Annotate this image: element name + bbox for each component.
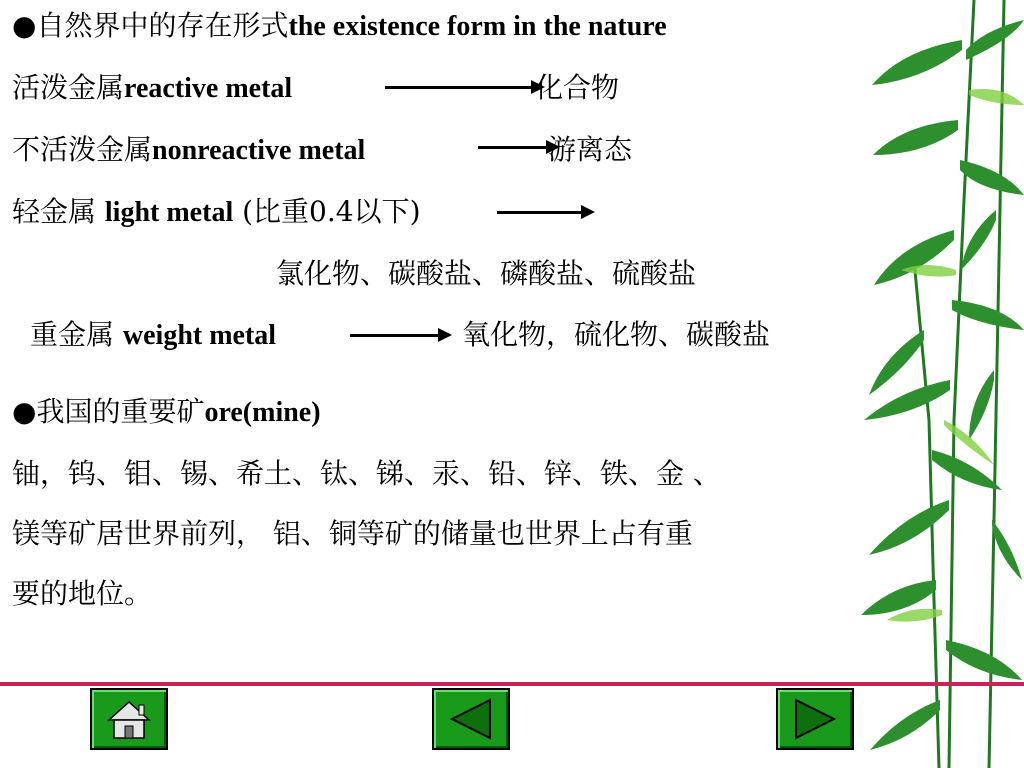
home-button[interactable] [90, 688, 168, 750]
right-triangle-icon [778, 690, 852, 748]
divider-line [0, 682, 1024, 686]
paragraph-line: 镁等矿居世界前列， 铝、铜等矿的储量也世界上占有重 [12, 517, 693, 550]
result-free-state: 游离态 [548, 133, 633, 166]
light-metal-results: 氯化物、碳酸盐、磷酸盐、硫酸盐 [276, 257, 697, 290]
previous-button[interactable] [432, 688, 510, 750]
arrow-reactive [385, 86, 533, 89]
paragraph-line: 要的地位。 [12, 577, 153, 610]
bullet: ● [12, 395, 37, 428]
paragraph-line: 铀，钨、钼、锡、希土、钛、锑、汞、铅、锌、铁、金 、 [12, 457, 721, 490]
arrow-heavy-metal [350, 334, 440, 337]
home-icon [92, 690, 166, 748]
result-compound: 化合物 [535, 71, 620, 104]
heading-important-ore: ●我国的重要矿ore(mine) [12, 395, 321, 428]
nonreactive-metal-line: 不活泼金属nonreactive metal [12, 133, 366, 166]
bullet: ● [12, 9, 37, 42]
bamboo-decoration [854, 0, 1024, 768]
reactive-metal-line: 活泼金属reactive metal [12, 71, 293, 104]
next-button[interactable] [776, 688, 854, 750]
heavy-metal-results: 氧化物，硫化物、碳酸盐 [462, 318, 771, 351]
arrow-nonreactive [478, 146, 548, 149]
arrow-light-metal [497, 211, 583, 214]
heavy-metal-line: 重金属 weight metal [30, 318, 277, 351]
ore-paragraph [12, 444, 852, 624]
heading-existence-form: ●自然界中的存在形式the existence form in the nature [12, 9, 667, 42]
light-metal-line: 轻金属 light metal (比重0.4以下) [12, 195, 421, 228]
left-triangle-icon [434, 690, 508, 748]
